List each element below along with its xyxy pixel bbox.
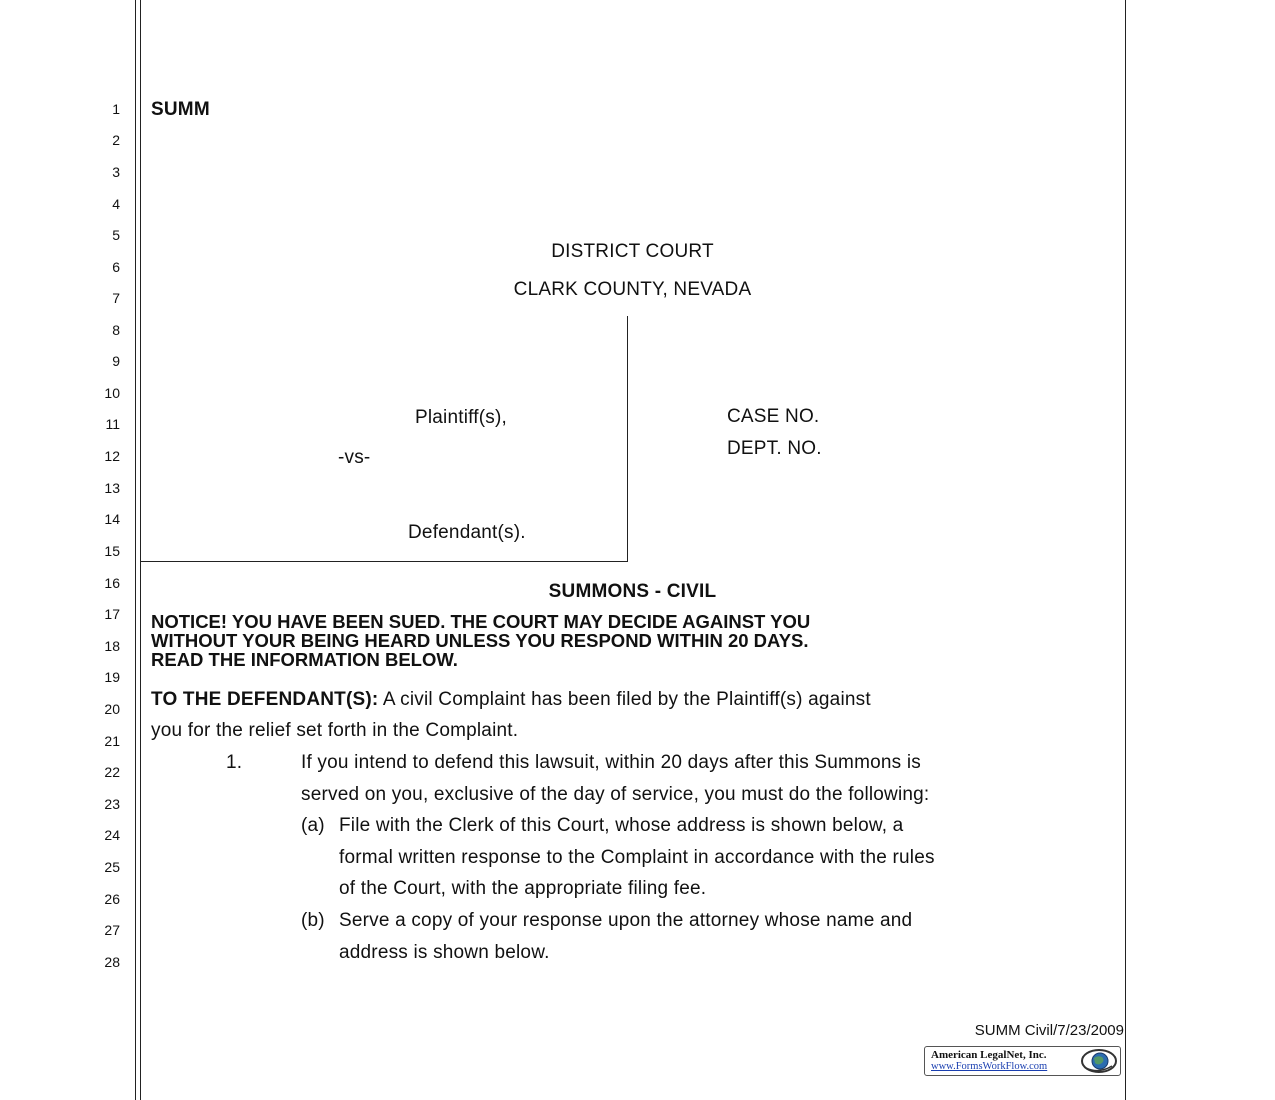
- left-margin-line-inner: [140, 0, 141, 1100]
- logo-url[interactable]: www.FormsWorkFlow.com: [931, 1061, 1048, 1072]
- line-number: 10: [104, 385, 120, 401]
- line-number: 7: [112, 290, 120, 306]
- form-code-header: SUMM: [151, 99, 210, 120]
- line-number: 23: [104, 796, 120, 812]
- caption-bottom-rule: [140, 561, 628, 562]
- line-number: 4: [112, 196, 120, 212]
- line-number: 11: [105, 416, 120, 432]
- case-no-label: CASE NO.: [727, 406, 820, 427]
- line-number: 12: [104, 448, 120, 464]
- line-number: 3: [112, 164, 120, 180]
- line-number: 27: [104, 922, 120, 938]
- line-number: 15: [104, 543, 120, 559]
- court-county: CLARK COUNTY, NEVADA: [513, 279, 752, 300]
- item-1-line-2: served on you, exclusive of the day of service, you must do the following:: [301, 784, 930, 805]
- line-number: 26: [104, 891, 120, 907]
- item-b-line-2: address is shown below.: [339, 942, 550, 963]
- line-number: 18: [104, 638, 120, 654]
- line-number: 1: [112, 101, 120, 117]
- court-name: DISTRICT COURT: [551, 241, 714, 262]
- item-a-label: (a): [301, 815, 325, 836]
- intro-text: A civil Complaint has been filed by the Plaintiff(s) against: [378, 689, 871, 710]
- line-number: 21: [104, 733, 120, 749]
- intro-line-2: you for the relief set forth in the Complaint.: [151, 720, 519, 741]
- line-number: 2: [112, 132, 120, 148]
- footer-form-code: SUMM Civil/7/23/2009: [974, 1022, 1124, 1039]
- item-a-line-2: formal written response to the Complaint in accordance with the rules: [339, 847, 935, 868]
- logo-name: American LegalNet, Inc.: [931, 1049, 1047, 1061]
- notice-block: [151, 612, 810, 669]
- item-b-label: (b): [301, 910, 325, 931]
- plaintiff-label: Plaintiff(s),: [415, 407, 507, 428]
- notice-line-1: NOTICE! YOU HAVE BEEN SUED. THE COURT MAY DECIDE AGAINST YOU: [151, 611, 811, 632]
- line-number: 22: [104, 764, 120, 780]
- line-number: 5: [112, 227, 120, 243]
- line-number: 20: [104, 701, 120, 717]
- item-b-line-1: Serve a copy of your response upon the attorney whose name and: [339, 910, 913, 931]
- line-number: 17: [104, 606, 120, 622]
- line-number: 6: [112, 259, 120, 275]
- item-1-line-1: If you intend to defend this lawsuit, within 20 days after this Summons is: [301, 752, 921, 773]
- right-margin-line: [1125, 0, 1126, 1100]
- line-number: 28: [104, 954, 120, 970]
- line-number: 25: [104, 859, 120, 875]
- to-defendant-label: TO THE DEFENDANT(S):: [151, 689, 379, 710]
- left-margin-line-outer: [135, 0, 136, 1100]
- publisher-logo: [924, 1046, 1121, 1076]
- notice-line-2: WITHOUT YOUR BEING HEARD UNLESS YOU RESPOND WITHIN 20 DAYS.: [151, 630, 809, 651]
- intro-line-1: [151, 689, 871, 711]
- item-1-number: 1.: [226, 752, 243, 773]
- dept-no-label: DEPT. NO.: [727, 438, 822, 459]
- line-number: 9: [112, 353, 120, 369]
- item-a-line-1: File with the Clerk of this Court, whose address is shown below, a: [339, 815, 904, 836]
- notice-line-3: READ THE INFORMATION BELOW.: [151, 649, 458, 670]
- document-title: SUMMONS - CIVIL: [548, 581, 717, 602]
- defendant-label: Defendant(s).: [408, 522, 526, 543]
- versus-label: -vs-: [338, 447, 371, 468]
- line-number: 8: [112, 322, 120, 338]
- line-number: 24: [104, 827, 120, 843]
- item-a-line-3: of the Court, with the appropriate filing fee.: [339, 878, 707, 899]
- globe-icon: [1080, 1048, 1118, 1074]
- line-number: 14: [104, 511, 120, 527]
- line-number: 16: [104, 575, 120, 591]
- line-number: 13: [104, 480, 120, 496]
- caption-vertical-divider: [627, 316, 628, 562]
- line-number: 19: [104, 669, 120, 685]
